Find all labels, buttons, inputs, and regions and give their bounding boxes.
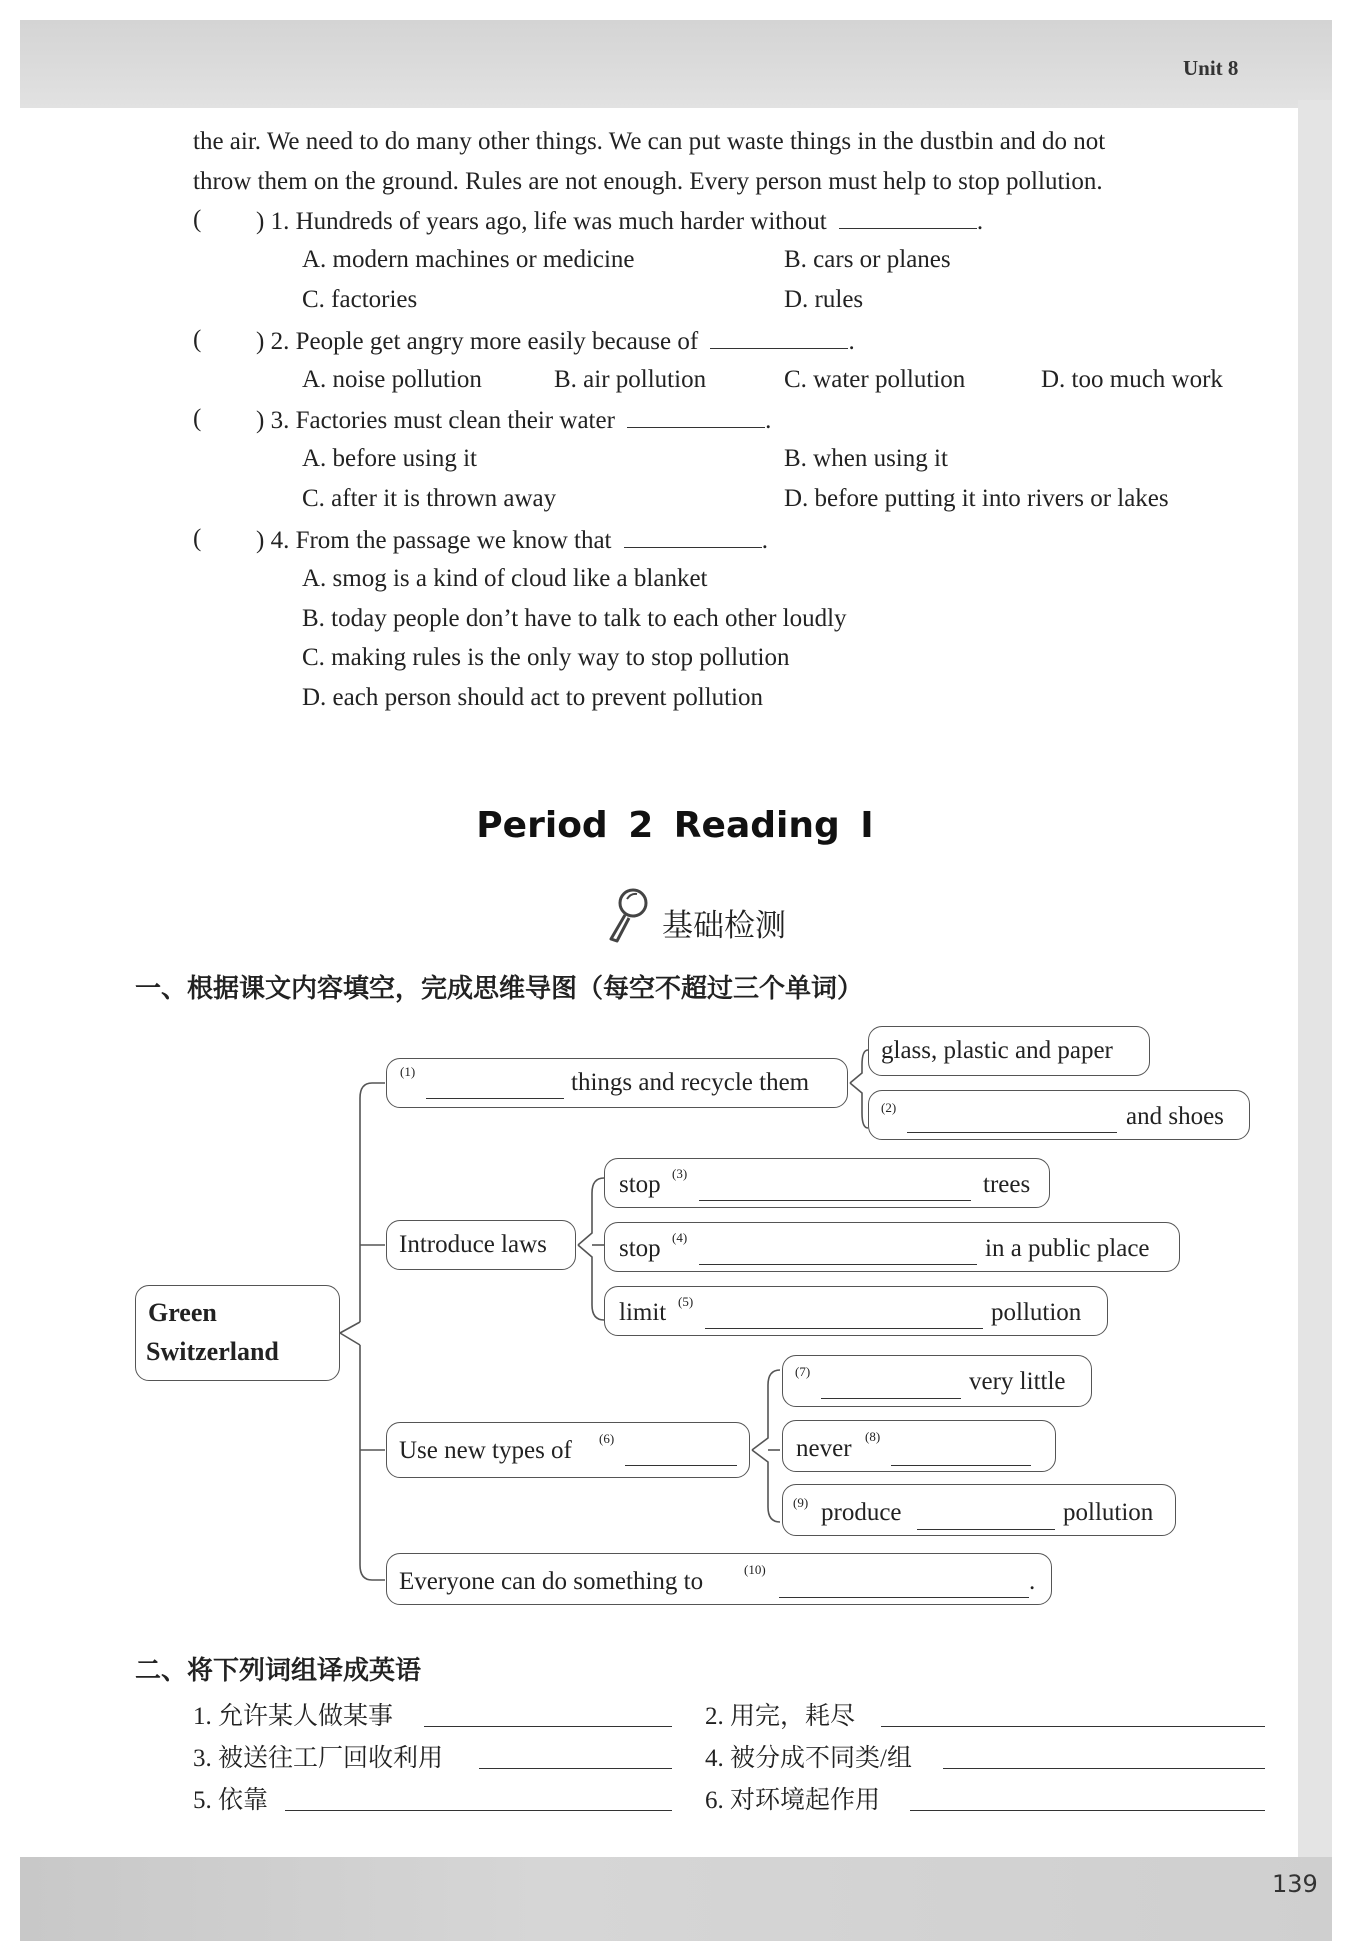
node-text: things and recycle them — [571, 1069, 810, 1096]
fill-blank-8[interactable] — [891, 1465, 1031, 1466]
option-a: A. before using it — [302, 445, 477, 472]
root-label-line1: Green — [148, 1298, 217, 1327]
question-end: . — [765, 407, 772, 434]
node-introduce-laws — [386, 1220, 576, 1270]
node-limit-pollution — [604, 1286, 1108, 1336]
option-c: C. after it is thrown away — [302, 485, 557, 512]
node-text: limit — [619, 1299, 667, 1326]
answer-line-4[interactable] — [943, 1768, 1265, 1769]
node-text: pollution — [1063, 1499, 1154, 1526]
option-d: D. before putting it into rivers or lakes — [784, 485, 1169, 512]
node-text: in a public place — [985, 1235, 1150, 1262]
fill-blank-10[interactable] — [779, 1597, 1029, 1598]
node-text: stop — [619, 1235, 661, 1262]
node-text: very little — [969, 1368, 1066, 1395]
answer-line-1[interactable] — [424, 1726, 672, 1727]
node-stop-trees — [604, 1158, 1050, 1208]
question-text: 3. Factories must clean their water — [270, 407, 615, 434]
node-text: Introduce laws — [399, 1231, 547, 1258]
option-b: B. cars or planes — [784, 246, 951, 273]
answer-paren-open: ( — [193, 206, 202, 233]
node-text: stop — [619, 1171, 661, 1198]
section-heading: 基础检测 — [662, 908, 786, 944]
answer-paren-open: ( — [193, 525, 202, 552]
root-label-line2: Switzerland — [146, 1337, 279, 1366]
fill-blank-7[interactable] — [821, 1398, 961, 1399]
mindmap-root — [135, 1285, 340, 1381]
translation-item-3: 3. 被送往工厂回收利用 — [193, 1745, 444, 1772]
fill-blank-9[interactable] — [917, 1529, 1055, 1530]
answer-paren-close: ) — [256, 328, 265, 355]
node-text: Use new types of — [399, 1437, 572, 1464]
option-d: D. each person should act to prevent pollution — [302, 684, 763, 711]
blank-number: (6) — [599, 1431, 615, 1446]
node-text: Everyone can do something to — [399, 1568, 704, 1595]
page-number: 139 — [1272, 1870, 1318, 1898]
period-title: Period 2 Reading I — [476, 805, 874, 846]
node-recycle — [386, 1058, 848, 1108]
blank-number: (5) — [678, 1294, 694, 1309]
option-c: C. water pollution — [784, 366, 966, 393]
fill-blank-5[interactable] — [705, 1328, 983, 1329]
node-text: and shoes — [1126, 1103, 1224, 1130]
answer-paren-close: ) — [256, 208, 265, 235]
option-b: B. air pollution — [554, 366, 707, 393]
part2-title: 二、将下列词组译成英语 — [135, 1656, 422, 1686]
translation-item-6: 6. 对环境起作用 — [705, 1787, 881, 1814]
fill-blank-3[interactable] — [699, 1200, 971, 1201]
question-end: . — [976, 208, 984, 235]
node-text: glass, plastic and paper — [881, 1037, 1113, 1064]
answer-paren-open: ( — [193, 326, 202, 353]
passage-line: throw them on the ground. Rules are not enough. Every person must help to stop pollution. — [193, 168, 1103, 195]
answer-paren-open: ( — [193, 405, 202, 432]
answer-line-6[interactable] — [910, 1810, 1265, 1811]
option-b: B. today people don’t have to talk to each other loudly — [302, 605, 847, 632]
question-text: 2. People get angry more easily because of — [270, 328, 699, 355]
fill-blank-2[interactable] — [907, 1132, 1117, 1133]
translation-item-2: 2. 用完，耗尽 — [705, 1703, 856, 1730]
fill-blank-6[interactable] — [625, 1465, 737, 1466]
blank-number: (8) — [865, 1429, 881, 1444]
option-c: C. making rules is the only way to stop pollution — [302, 644, 790, 671]
answer-line-2[interactable] — [881, 1726, 1265, 1727]
answer-line-3[interactable] — [479, 1768, 672, 1769]
option-a: A. modern machines or medicine — [302, 246, 635, 273]
node-never — [782, 1420, 1056, 1472]
option-a: A. noise pollution — [302, 366, 482, 393]
answer-paren-close: ) — [256, 407, 265, 434]
blank-number: (2) — [881, 1100, 897, 1115]
question-text: 4. From the passage we know that — [270, 527, 612, 554]
node-text: . — [1029, 1568, 1036, 1595]
node-very-little — [782, 1355, 1092, 1407]
unit-label: Unit 8 — [1183, 56, 1239, 80]
question-end: . — [848, 328, 855, 355]
part1-title: 一、根据课文内容填空，完成思维导图（每空不超过三个单词） — [135, 974, 864, 1004]
node-everyone — [386, 1553, 1052, 1605]
blank-number: (10) — [744, 1562, 766, 1577]
node-glass-plastic-paper — [868, 1026, 1150, 1076]
option-c: C. factories — [302, 286, 418, 313]
blank-number: (3) — [672, 1166, 688, 1181]
node-stop-public-place — [604, 1222, 1180, 1272]
blank-number: (4) — [672, 1230, 688, 1245]
passage-line: the air. We need to do many other things. We can put waste things in the dustbin and do not — [193, 128, 1106, 155]
translation-item-5: 5. 依靠 — [193, 1787, 269, 1814]
translation-item-4: 4. 被分成不同类/组 — [705, 1745, 912, 1772]
option-d: D. rules — [784, 286, 864, 313]
node-produce-pollution — [782, 1484, 1176, 1536]
answer-paren-close: ) — [256, 527, 265, 554]
translation-item-1: 1. 允许某人做某事 — [193, 1703, 394, 1730]
question-end: . — [761, 527, 768, 554]
node-text: trees — [983, 1171, 1031, 1198]
option-d: D. too much work — [1041, 366, 1223, 393]
node-shoes — [868, 1090, 1250, 1140]
question-text: 1. Hundreds of years ago, life was much harder without — [270, 208, 827, 235]
node-text: never — [796, 1435, 852, 1462]
blank-number: (9) — [793, 1495, 809, 1510]
node-text: produce — [821, 1499, 902, 1526]
answer-line-5[interactable] — [285, 1810, 672, 1811]
fill-blank-4[interactable] — [699, 1264, 977, 1265]
blank-number: (1) — [400, 1064, 416, 1079]
fill-blank-1[interactable] — [426, 1098, 564, 1099]
option-b: B. when using it — [784, 445, 948, 472]
node-new-types — [386, 1422, 750, 1478]
blank-number: (7) — [795, 1364, 811, 1379]
node-text: pollution — [991, 1299, 1082, 1326]
option-a: A. smog is a kind of cloud like a blanket — [302, 565, 708, 592]
